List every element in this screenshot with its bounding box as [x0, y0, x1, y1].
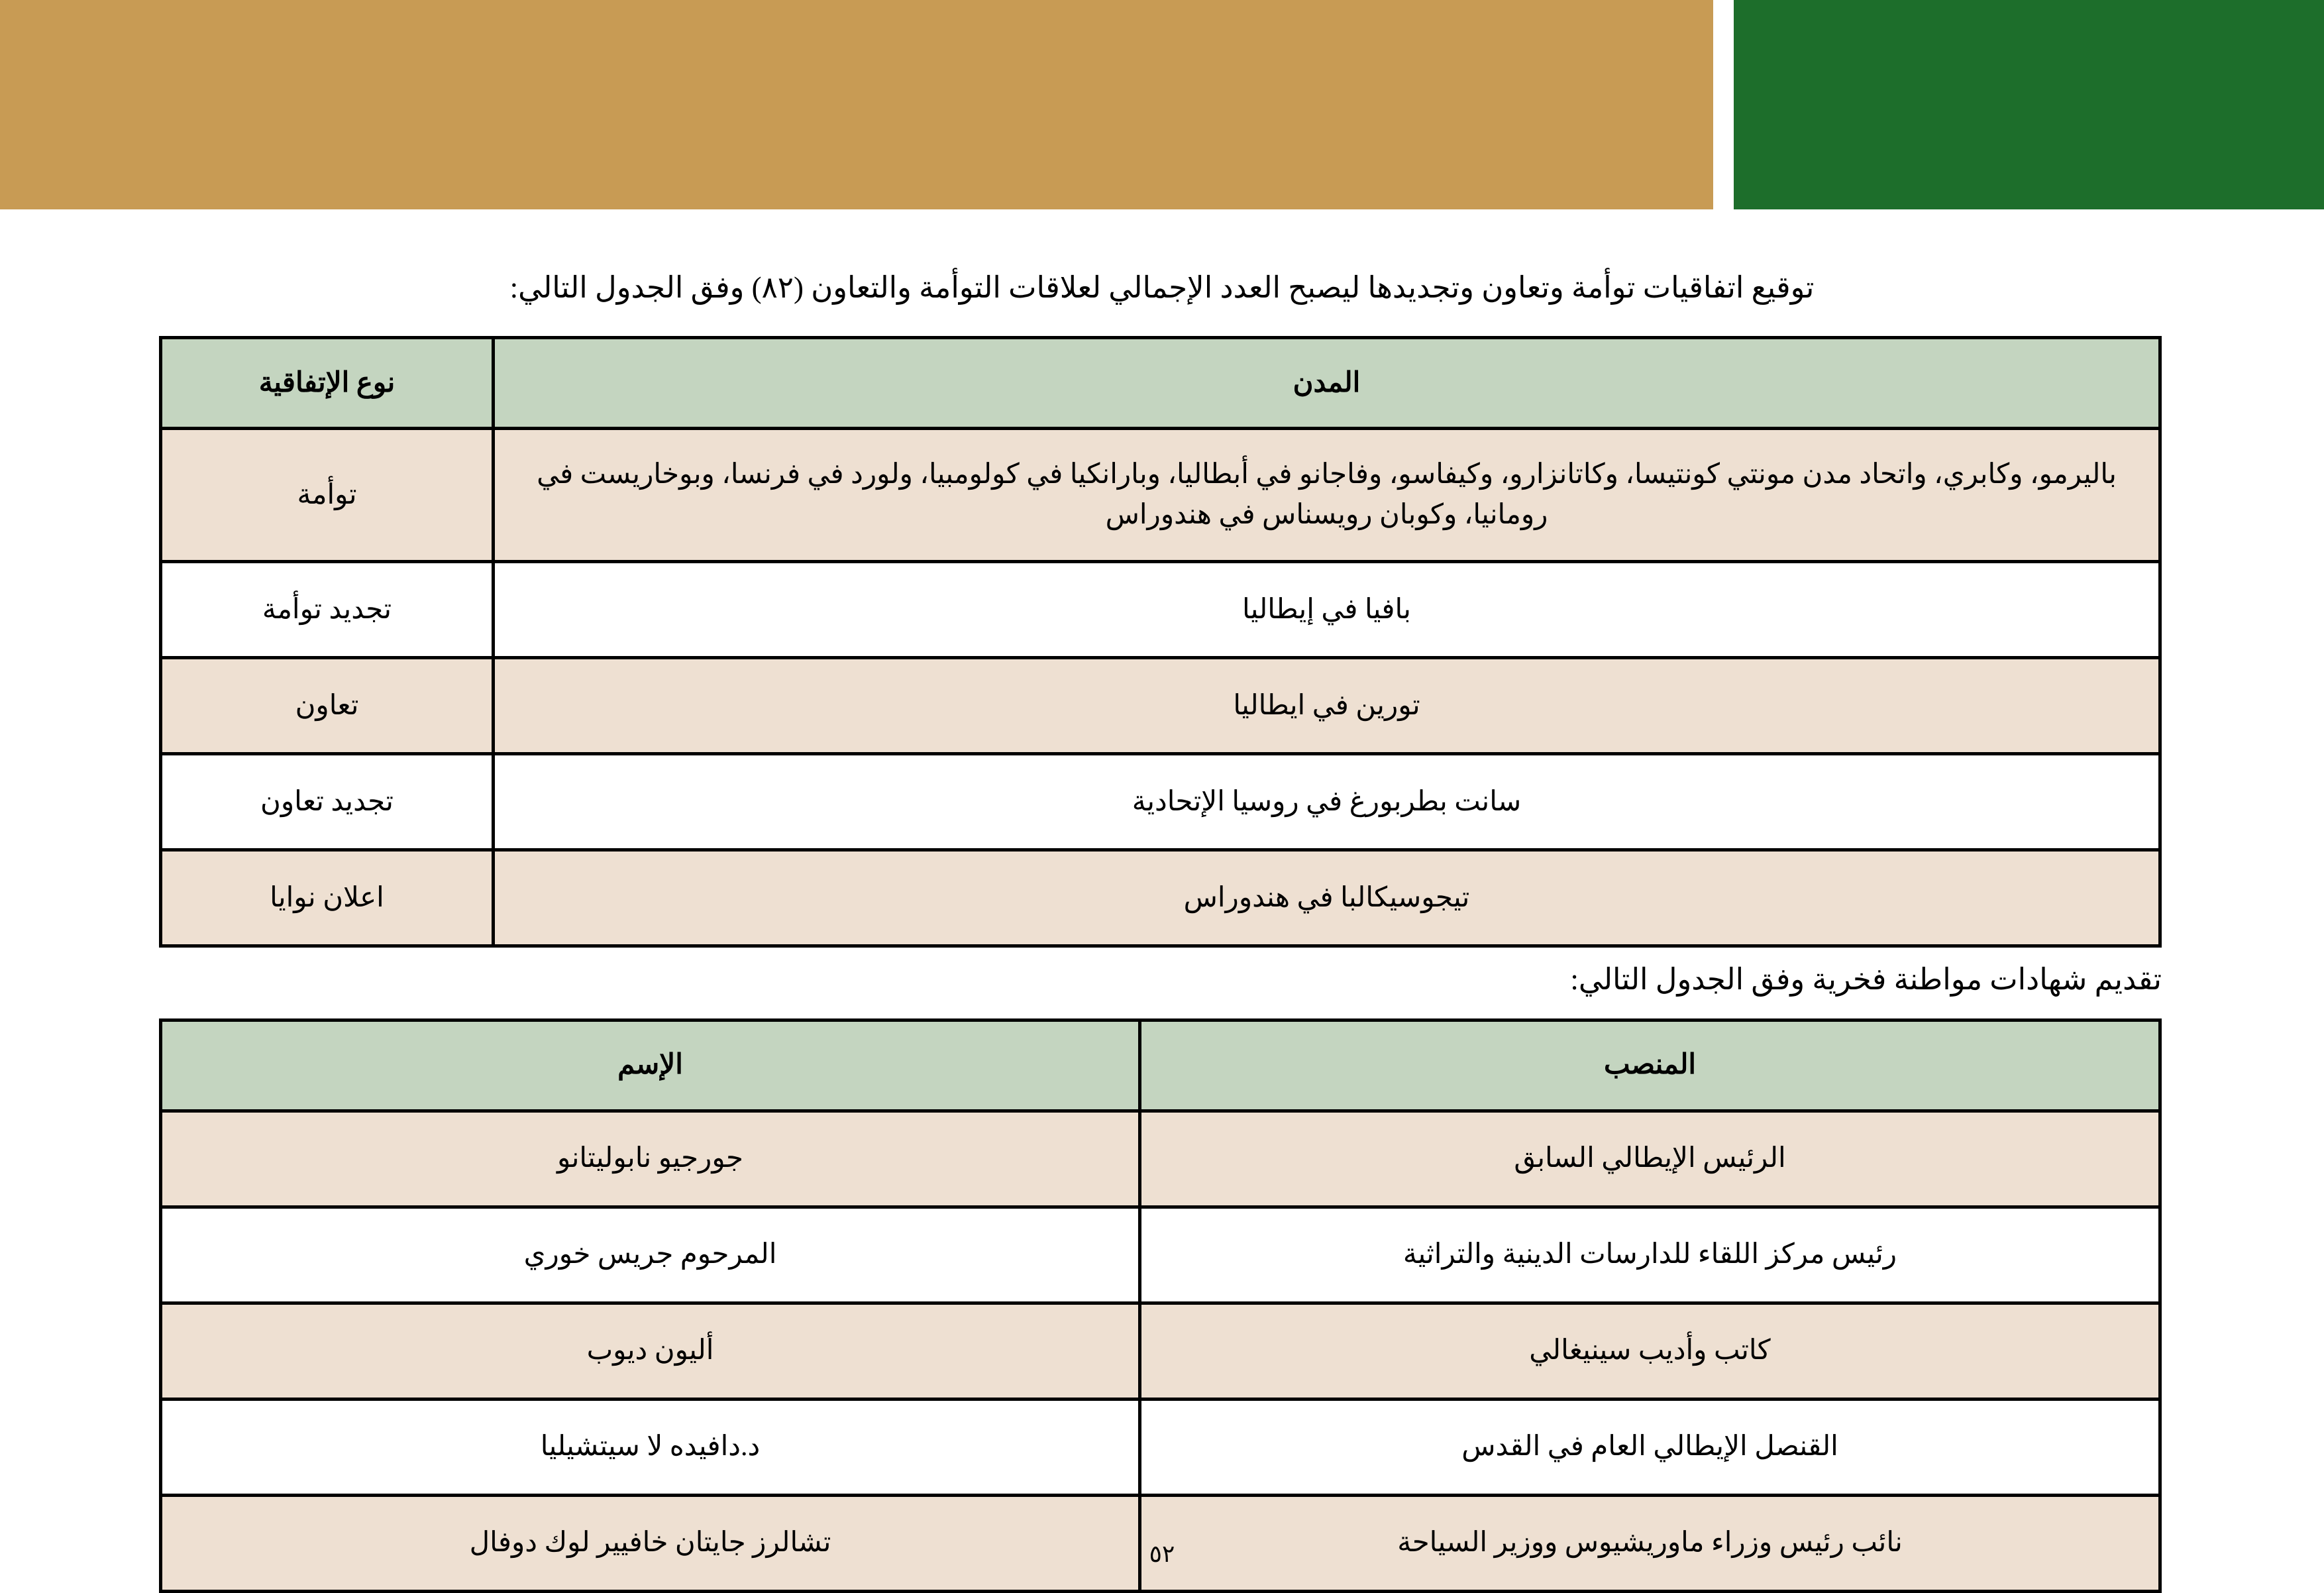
- document-page: [0, 209, 2324, 1586]
- table-header-row: [161, 1020, 2160, 1111]
- cell-position: الرئيس الإيطالي السابق: [1140, 1111, 2160, 1207]
- table-row: [161, 429, 2160, 562]
- cell-name: أليون ديوب: [161, 1303, 1140, 1399]
- table-header-row: [161, 338, 2160, 429]
- page-number: ٥٢: [1149, 1541, 1175, 1567]
- column-header-cities: المدن: [494, 338, 2160, 429]
- table-row: [161, 562, 2160, 658]
- table-row: [161, 658, 2160, 754]
- cell-agreement-type: اعلان نوايا: [161, 850, 494, 946]
- cell-position: نائب رئيس وزراء ماوريشيوس ووزير السياحة: [1140, 1495, 2160, 1591]
- table-row: [161, 754, 2160, 850]
- cell-cities: باليرمو، وكابري، واتحاد مدن مونتي كونتيسا، وكاتانزارو، وكيفاسو، وفاجانو في أبطاليا، وبارانكيا في كولومبيا، ولورد في فرنسا، وبوخاريست في رومانيا، وكوبان رويسناس في هندوراس: [494, 429, 2160, 562]
- agreements-intro-text: توقيع اتفاقيات توأمة وتعاون وتجديدها ليصبح العدد الإجمالي لعلاقات التوأمة والتعاون (٨٢) وفق الجدول التالي:: [509, 271, 1815, 304]
- table-row: [161, 1303, 2160, 1399]
- citizenship-intro-text: تقديم شهادات مواطنة فخرية وفق الجدول التالي:: [1570, 963, 2162, 997]
- cell-position: رئيس مركز اللقاء للدارسات الدينية والتراثية: [1140, 1207, 2160, 1303]
- cell-position: القنصل الإيطالي العام في القدس: [1140, 1399, 2160, 1495]
- table-row: [161, 1207, 2160, 1303]
- citizenship-table: [159, 1018, 2162, 1593]
- cell-name: د.دافيده لا سيتشيليا: [161, 1399, 1140, 1495]
- table-row: [161, 1111, 2160, 1207]
- table-row: [161, 1399, 2160, 1495]
- column-header-name: الإسم: [161, 1020, 1140, 1111]
- cell-agreement-type: تجديد تعاون: [161, 754, 494, 850]
- cell-cities: تورين في ايطاليا: [494, 658, 2160, 754]
- decorative-header-bars: [0, 0, 2324, 209]
- column-header-position: المنصب: [1140, 1020, 2160, 1111]
- agreements-table: [159, 336, 2162, 948]
- gold-header-bar: [0, 0, 1713, 209]
- cell-cities: سانت بطربورغ في روسيا الإتحادية: [494, 754, 2160, 850]
- cell-name: المرحوم جريس خوري: [161, 1207, 1140, 1303]
- cell-agreement-type: توأمة: [161, 429, 494, 562]
- cell-cities: تيجوسيكالبا في هندوراس: [494, 850, 2160, 946]
- column-header-agreement-type: نوع الإتفاقية: [161, 338, 494, 429]
- cell-name: جورجيو نابوليتانو: [161, 1111, 1140, 1207]
- cell-name: تشالرز جايتان خافيير لوك دوفال: [161, 1495, 1140, 1591]
- cell-position: كاتب وأديب سينيغالي: [1140, 1303, 2160, 1399]
- cell-agreement-type: تعاون: [161, 658, 494, 754]
- green-header-bar: [1734, 0, 2324, 209]
- table-row: [161, 850, 2160, 946]
- cell-cities: بافيا في إيطاليا: [494, 562, 2160, 658]
- cell-agreement-type: تجديد توأمة: [161, 562, 494, 658]
